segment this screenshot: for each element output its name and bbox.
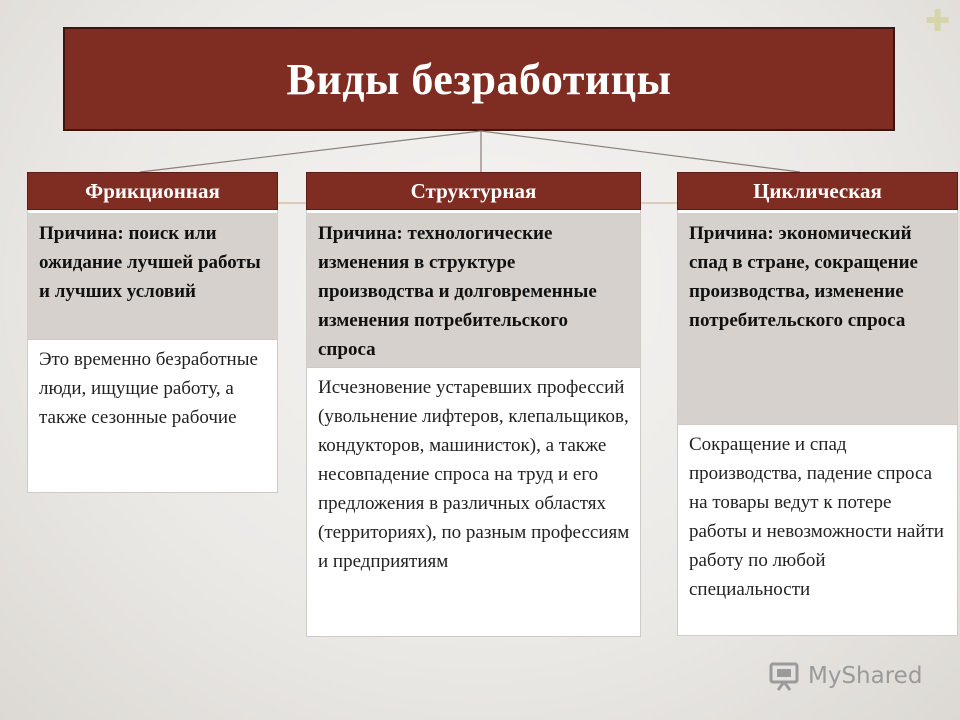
connector-left xyxy=(140,131,481,172)
description-cell: Исчезновение устаревших профессий (увольнение лифтеров, клепальщиков, кондукторов, машинисток), а также несовпадение спроса на труд и его предложения в различных областях (территориях), по разным профессиям и предприятиям xyxy=(306,367,641,637)
column-header: Структурная xyxy=(306,172,641,210)
corner-decoration-icon: ✚ xyxy=(925,4,951,39)
cause-cell: Причина: экономический спад в стране, сокращение производства, изменение потребительского спроса xyxy=(677,213,958,424)
description-cell: Сокращение и спад производства, падение спроса на товары ведут к потере работы и невозможности найти работу по любой специальности xyxy=(677,424,958,636)
cause-cell: Причина: поиск или ожидание лучшей работы и лучших условий xyxy=(27,213,278,339)
column-cyclical xyxy=(677,172,958,636)
description-cell: Это временно безработные люди, ищущие работу, а также сезонные рабочие xyxy=(27,339,278,493)
page-title: Виды безработицы xyxy=(286,54,672,104)
column-frictional xyxy=(27,172,278,493)
column-header: Фрикционная xyxy=(27,172,278,210)
column-structural xyxy=(306,172,641,637)
column-header: Циклическая xyxy=(677,172,958,210)
watermark xyxy=(768,656,922,696)
presentation-icon xyxy=(768,659,802,693)
watermark-text: MyShared xyxy=(808,663,923,689)
cause-cell: Причина: технологические изменения в структуре производства и долговременные изменения потребительского спроса xyxy=(306,213,641,367)
connector-right xyxy=(481,131,800,172)
